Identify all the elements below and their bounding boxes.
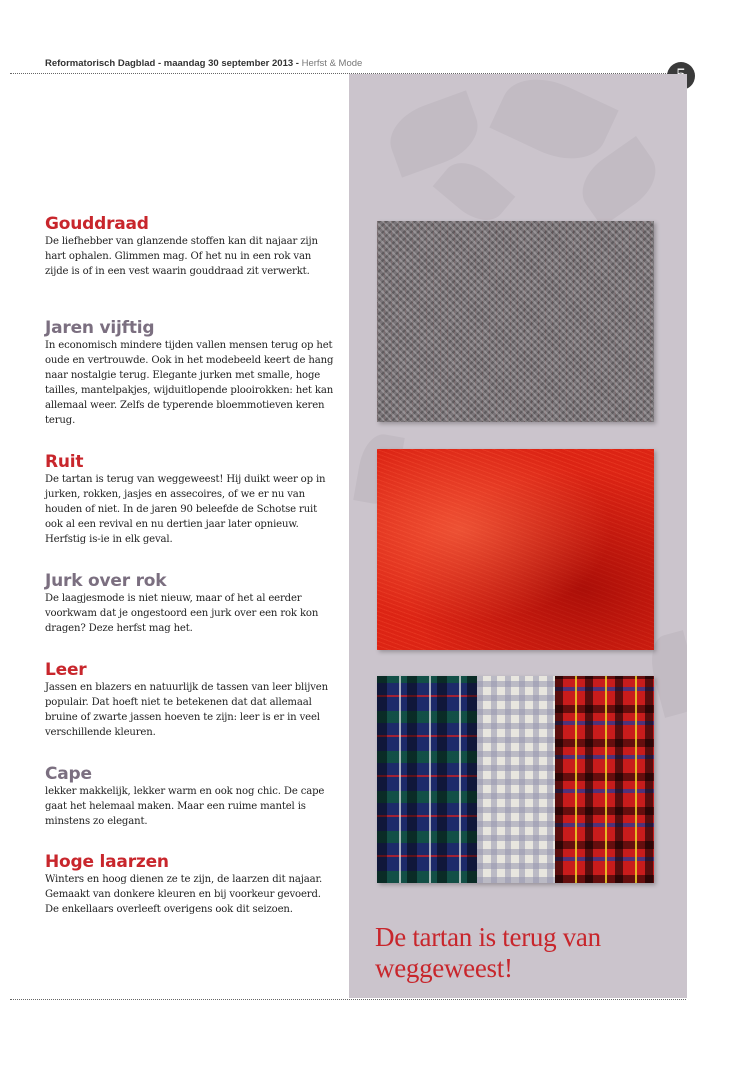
article-body: Winters en hoog dienen ze te zijn, de laarzen dit najaar. Gemaakt van donkere kleuren en bij voorkeur gevoerd. De enkellaars overleeft overigens ook dit seizoen. (45, 874, 323, 915)
article-body: De liefhebber van glanzende stoffen kan dit najaar zijn hart ophalen. Glimmen mag. Of het nu in een rok van zijde is of in een vest waarin gouddraad zit verwerkt. (45, 236, 318, 277)
section-name: Herfst & Mode (301, 58, 363, 69)
article-ruit (45, 452, 335, 547)
article-title: Hoge laarzen (45, 852, 169, 872)
article-body: De tartan is terug van weggeweest! Hij duikt weer op in jurken, rokken, jasjes en assecoires, of we er nu van houden of niet. In de jaren 90 beleefde de Schotse ruit ook al een revival en nu dertien jaar later opnieuw. Herfstig is-ie in elk geval. (45, 474, 326, 545)
article-body: Jassen en blazers en natuurlijk de tassen van leer blijven populair. Dat hoeft niet te betekenen dat dat allemaal bruine of zwarte jassen hoeven te zijn: leer is er in veel verschillende kleuren. (45, 682, 328, 738)
tartan-light-band (477, 676, 555, 883)
red-mohair-fabric-photo (377, 449, 654, 650)
article-title: Jaren vijftig (45, 318, 155, 338)
article-title: Ruit (45, 452, 84, 472)
article-hoge-laarzen (45, 852, 335, 917)
tartan-blue-green-band (377, 676, 477, 883)
article-body: In economisch mindere tijden vallen mensen terug op het oude en vertrouwde. Ook in het modebeeld keert de hang naar nostalgie terug. Elegante jurken met smalle, hoge tailles, mantelpakjes, wijduitlopende plooirokken: het kan allemaal weer. Zelfs de typerende bloemmotieven keren terug. (45, 340, 334, 426)
running-header (45, 58, 665, 69)
leaf-decoration (489, 74, 618, 174)
publication-line: Reformatorisch Dagblad - maandag 30 september 2013 - (45, 58, 299, 69)
tartan-fabric-photo (377, 676, 654, 883)
article-gouddraad (45, 214, 335, 279)
article-body: De laagjesmode is niet nieuw, maar of het al eerder voorkwam dat je ongestoord een jurk over een rok kon dragen? Deze herfst mag het. (45, 593, 319, 634)
tartan-red-band (555, 676, 654, 883)
article-jurk-over-rok (45, 571, 335, 636)
article-title: Cape (45, 764, 92, 784)
article-body: lekker makkelijk, lekker warm en ook nog chic. De cape gaat het helemaal maken. Maar een ruime mantel is minstens zo elegant. (45, 786, 325, 827)
article-jaren-vijftig (45, 318, 335, 428)
leaf-decoration (433, 152, 516, 231)
tweed-fabric-photo (377, 221, 654, 422)
footer-divider (10, 999, 686, 1000)
article-leer (45, 660, 335, 740)
article-title: Gouddraad (45, 214, 149, 234)
article-cape (45, 764, 335, 829)
article-title: Jurk over rok (45, 571, 167, 591)
article-title: Leer (45, 660, 87, 680)
pull-quote: De tartan is terug van weggeweest! (375, 922, 601, 983)
